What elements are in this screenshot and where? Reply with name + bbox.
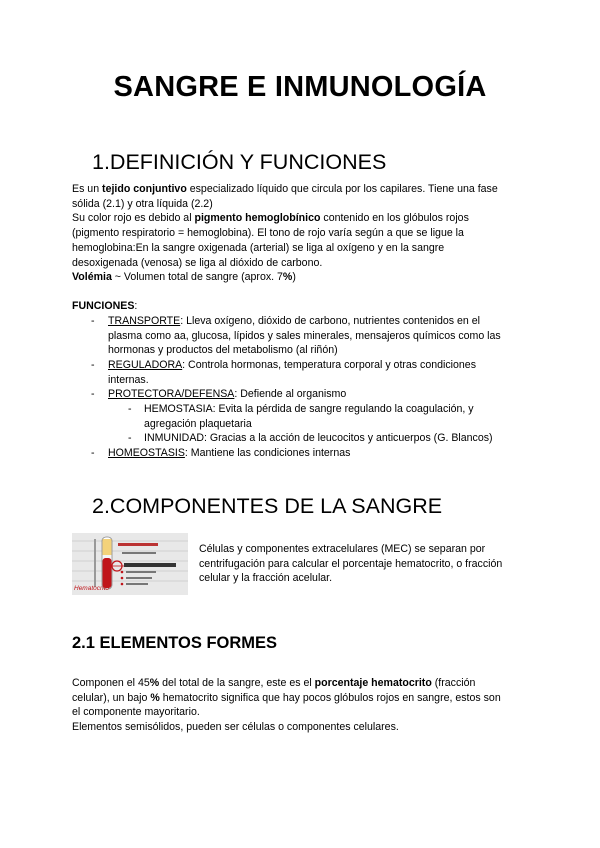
text-line (108, 358, 548, 373)
text-span: Componen el 45 (72, 677, 150, 689)
sublist-bullet: - (128, 432, 132, 444)
list-item-reguladora (108, 358, 548, 387)
text-span: FUNCIONES (72, 300, 135, 312)
text-line: hemoglobina:En la sangre oxigenada (arterial) se liga al oxígeno y en la sangre (72, 241, 445, 254)
text-line: Elementos semisólidos, pueden ser células o componentes celulares. (72, 721, 399, 734)
sublist-bullet: - (128, 403, 132, 415)
text-line: Células y componentes extracelulares (MEC) se separan por (199, 543, 486, 555)
underlined-term: REGULADORA (108, 359, 183, 371)
text-line (108, 314, 548, 329)
text-span: % (282, 271, 293, 284)
text-line-volemia (72, 270, 542, 285)
list-item-protectora (108, 387, 548, 402)
text-span: : Lleva oxígeno, dióxido de carbono, nutrientes contenidos en el (180, 315, 480, 327)
hematocrit-figure (72, 533, 188, 595)
list-bullet: - (91, 447, 95, 459)
list-item-transporte (108, 314, 548, 358)
subsection-heading-elementos-formes: 2.1 ELEMENTOS FORMES (72, 634, 278, 652)
text-line: desoxigenada (venosa) se liga al dióxido de carbono. (72, 256, 323, 269)
bold-term-volemia: Volémia (72, 271, 112, 284)
text-line (72, 182, 542, 197)
text-span: : Mantiene las condiciones internas (184, 447, 351, 459)
sublist-item-inmunidad (144, 431, 544, 446)
text-line (72, 676, 542, 691)
text-line: hormonas y productos del metabolismo (al riñón) (108, 344, 338, 357)
text-line: plasma como aa, glucosa, lípidos y sales minerales, mensajeros químicos como las (108, 329, 501, 342)
bold-term-pigmento: pigmento hemoglobínico (194, 212, 321, 225)
text-span: % (149, 677, 160, 689)
paragraph-elementos-formes (72, 676, 542, 735)
funciones-label (72, 299, 137, 314)
list-bullet: - (91, 359, 95, 371)
text-span: : (134, 300, 138, 312)
text-line: HEMOSTASIA: Evita la pérdida de sangre regulando la coagulación, y (144, 403, 474, 415)
paragraph-componentes (199, 542, 539, 586)
text-span: Es un (72, 183, 103, 195)
text-span: especializado líquido que circula por los capilares. Tiene una fase (186, 183, 498, 195)
underlined-term: PROTECTORA/DEFENSA (108, 388, 235, 400)
underlined-term: HOMEOSTASIS (108, 447, 185, 459)
underlined-term: TRANSPORTE (108, 315, 181, 327)
sublist-item-hemostasia (144, 402, 544, 431)
text-span: % (150, 691, 160, 704)
text-span: del total de la sangre, este es el (159, 677, 315, 689)
text-span: contenido en los glóbulos rojos (320, 212, 469, 225)
document-title: SANGRE E INMUNOLOGÍA (113, 71, 487, 103)
section-heading-componentes: 2.COMPONENTES DE LA SANGRE (92, 494, 443, 518)
text-line: internas. (108, 373, 149, 386)
list-item-homeostasis (108, 446, 548, 461)
text-line: sólida (2.1) y otra líquida (2.2) (72, 197, 213, 210)
text-span: celular), un bajo (72, 691, 151, 704)
text-line: (pigmento respiratorio = hemoglobina). El tono de rojo varía según a que se ligue la (72, 227, 464, 240)
text-line: centrifugación para calcular el porcentaje hematocrito, o fracción (199, 557, 503, 570)
text-line: el componente mayoritario. (72, 706, 200, 719)
list-bullet: - (91, 315, 95, 327)
text-line (108, 446, 548, 461)
bold-term-tejido: tejido conjuntivo (102, 183, 187, 195)
figure-caption: Hematocrito (74, 585, 110, 592)
text-line (72, 211, 542, 226)
text-line: celular y la fracción acelular. (199, 572, 333, 585)
text-span: ) (292, 271, 296, 284)
text-line: INMUNIDAD: Gracias a la acción de leucocitos y anticuerpos (G. Blancos) (144, 432, 493, 444)
text-span: : Controla hormonas, temperatura corporal y otras condiciones (182, 359, 476, 371)
text-line (108, 387, 548, 402)
bold-term-hematocrito: porcentaje hematocrito (314, 677, 432, 689)
text-line: agregación plaquetaria (144, 417, 252, 430)
list-bullet: - (91, 388, 95, 400)
text-line (72, 691, 542, 706)
text-span: ~ Volumen total de sangre (aprox. 7 (111, 271, 283, 284)
section-heading-definicion: 1.DEFINICIÓN Y FUNCIONES (92, 150, 387, 174)
text-span: Su color rojo es debido al (72, 212, 195, 225)
paragraph-definition (72, 182, 542, 285)
text-span: : Defiende al organismo (234, 388, 347, 400)
text-span: (fracción (431, 677, 476, 689)
text-span: hematocrito significa que hay pocos glóbulos rojos en sangre, estos son (159, 691, 501, 704)
